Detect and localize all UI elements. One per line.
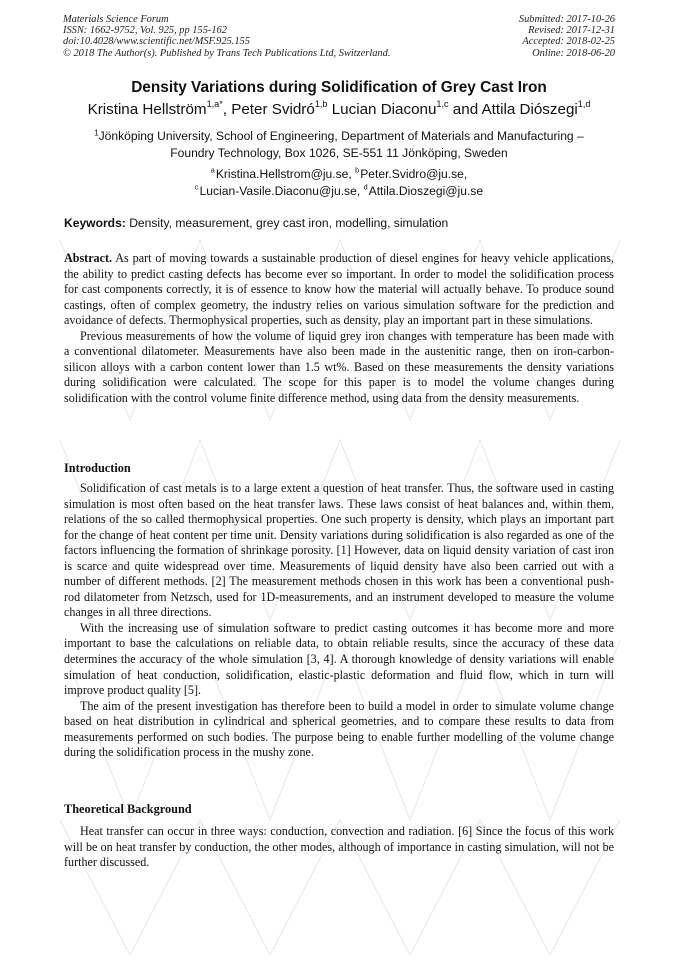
revised-date: Revised: 2017-12-31 [528, 25, 615, 37]
author-name: Attila Diószegi [481, 101, 578, 118]
paper-title: Density Variations during Solidification of Grey Cast Iron [131, 79, 547, 96]
copyright-line: © 2018 The Author(s). Published by Trans Tech Publications Ltd, Switzerland. [63, 47, 391, 59]
email-c[interactable]: Lucian-Vasile.Diaconu@ju.se, [199, 183, 361, 198]
author-name: Lucian Diaconu [331, 101, 437, 118]
email-a[interactable]: Kristina.Hellstrom@ju.se, [215, 167, 352, 181]
affiliation-sup: 1 [94, 128, 99, 138]
introduction-paragraph-2: With the increasing use of simulation software to predict casting outcomes it has become more and more important to base the calculations on reliable data, to obtain reliable results, since the accuracy of these data determines the accuracy of the whole simulation [3, 4]. A thorough knowledge of density variations will enable simulation of heat conduction, solidification, elastic-plastic deformation and fluid flow, which in turn will improve product quality [5]. [64, 620, 614, 698]
keywords-text: Density, measurement, grey cast iron, modelling, simulation [129, 216, 449, 230]
issn-line: ISSN: 1662-9752, Vol. 925, pp 155-162 [63, 25, 227, 37]
email-b[interactable]: Peter.Svidro@ju.se, [360, 167, 468, 181]
abstract-paragraph-1 [64, 251, 614, 329]
online-date: Online: 2018-06-20 [532, 47, 615, 59]
keywords-label: Keywords: [64, 216, 126, 230]
introduction-paragraph-3: The aim of the present investigation has therefore been to build a model in order to simulate volume change based on heat distribution in cylindrical and spherical geometries, and to compare these results to data from measurements performed on such bodies. The purpose being to enable further modelling of the volume change during the solidification process in the mushy zone. [64, 698, 614, 760]
introduction-heading: Introduction [64, 461, 131, 475]
author-affil-sup: 1,a* [206, 99, 223, 110]
email-sup: c [194, 182, 199, 192]
abstract [64, 251, 614, 406]
doi-line[interactable]: doi:10.4028/www.scientific.net/MSF.925.155 [63, 36, 250, 48]
journal-name: Materials Science Forum [63, 14, 169, 25]
author-name: Kristina Hellström [87, 101, 207, 118]
affiliation-line-1: Jönköping University, School of Engineering, Department of Materials and Manufacturing – [98, 129, 584, 143]
author-affil-sup: 1,b [314, 99, 328, 110]
email-sup: a [210, 165, 215, 175]
abstract-paragraph-2: Previous measurements of how the volume of liquid grey iron changes with temperature has been made with a conventional dilatometer. Measurements have also been made in the austenitic range, then on iron-carbon-silicon alloys with a carbon content lower than 1.5 wt%. Based on these measurements the density variations during solidification were calculated. The scope for this paper is to model the volume changes during solidification with the control volume finite difference method, using data from the density measurements. [64, 328, 614, 405]
dates-info [519, 14, 615, 59]
email-list [64, 166, 614, 199]
email-sup: d [363, 182, 368, 192]
email-sup: b [355, 165, 360, 175]
journal-info [63, 14, 390, 59]
keywords [64, 216, 614, 230]
theory-paragraph-1: Heat transfer can occur in three ways: conduction, convection and radiation. [6] Since the focus of this work will be on heat transfer by conduction, the other modes, although of importance in casting simulation, will not be further discussed. [64, 824, 614, 870]
author-affil-sup: 1,d [577, 99, 591, 110]
introduction-paragraph-1: Solidification of cast metals is to a large extent a question of heat transfer. Thus, the software used in casting simulation is most often based on the heat transfer laws. These laws consist of heat balances and, within them, relations of the so called thermophysical properties. One such property is density, which plays an important part for the change of heat content per time unit. Density variations during solidification is also regarded as one of the factors influencing the formation of shrinkage porosity. [1] However, data on liquid density variation of cast iron is scarce and quite widespread over time. Measurements of liquid density have also been carried out with a number of different methods. [2] The measurement methods chosen in this work has been a conventional push-rod dilatometer from Netzsch, used for 1D-measurements, and an instrument developed to measure the volume changes in all three directions. [64, 481, 614, 620]
theory-heading: Theoretical Background [64, 802, 192, 816]
author-name: Peter Svidró [231, 101, 315, 118]
author-separator: , [222, 101, 232, 118]
submitted-date: Submitted: 2017-10-26 [518, 14, 615, 25]
accepted-date: Accepted: 2018-02-25 [522, 36, 615, 48]
affiliation-line-2: Foundry Technology, Box 1026, SE-551 11 Jönköping, Sweden [170, 145, 508, 160]
affiliation [64, 128, 614, 161]
abstract-label: Abstract. [64, 251, 113, 265]
email-d[interactable]: Attila.Dioszegi@ju.se [368, 183, 484, 198]
theory-section [64, 824, 614, 871]
abstract-text-1: As part of moving towards a sustainable production of diesel engines for heavy vehicle applications, the ability to predict casting defects has become ever so important. In order to model the solidification process for cast components correctly, it is of essence to know how the material will actually behave. To produce sound castings, often of complex geometry, the industry relies on various simulation software for the prediction and avoidance of defects. Thermophysical properties, such as density, play an important part in these simulations. [64, 251, 614, 328]
author-list [0, 101, 678, 118]
author-separator: and [448, 101, 482, 118]
introduction-section [64, 481, 614, 761]
author-affil-sup: 1,c [436, 99, 449, 110]
